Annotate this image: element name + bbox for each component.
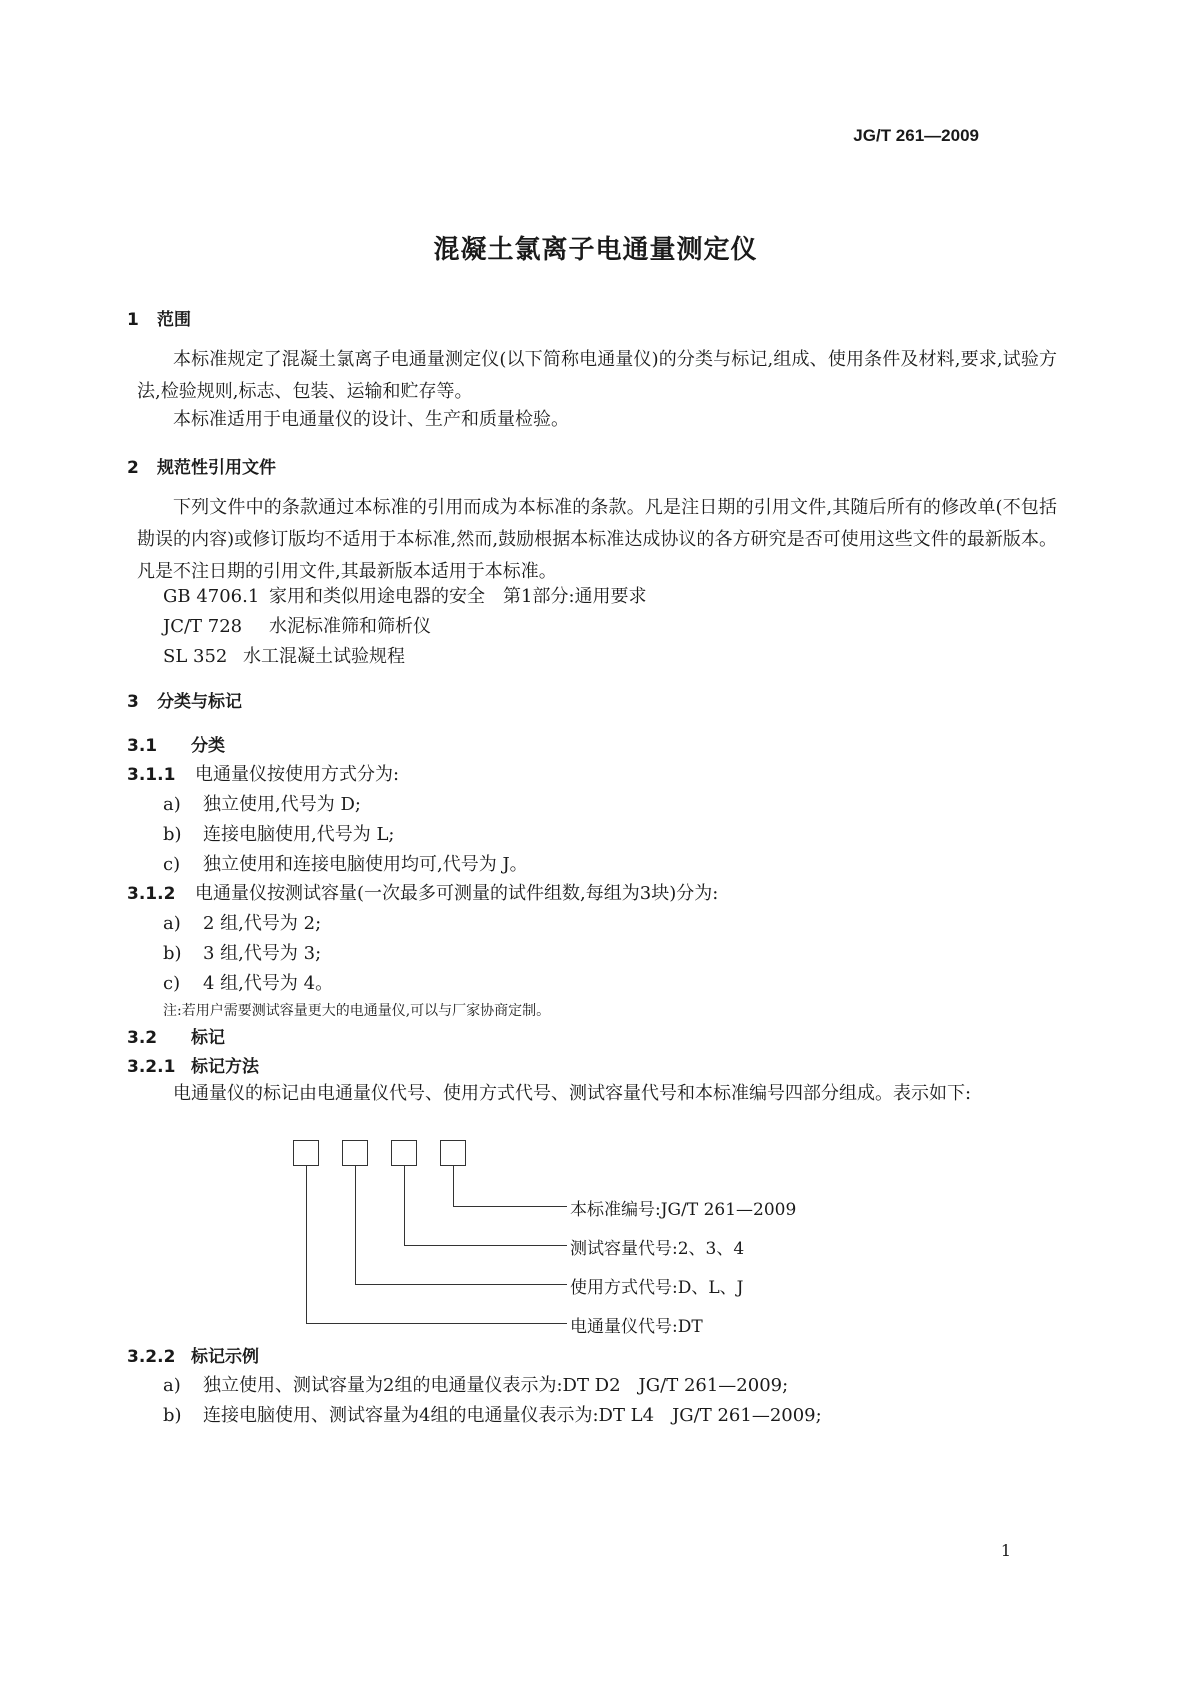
list-marker: b) — [163, 824, 182, 845]
list-item — [163, 969, 333, 995]
section-2-heading — [127, 453, 276, 478]
connector-line — [306, 1165, 307, 1324]
section-1-heading — [127, 305, 191, 330]
list-marker: a) — [163, 1375, 181, 1396]
code-box-1 — [293, 1140, 319, 1166]
reference-title: 水工混凝土试验规程 — [243, 646, 405, 667]
clause-number: 3.1.2 — [127, 884, 176, 904]
list-text: 独立使用,代号为 D; — [203, 794, 361, 815]
list-text: 2 组,代号为 2; — [203, 913, 322, 934]
reference-item — [163, 582, 647, 608]
list-marker: a) — [163, 913, 181, 934]
section-title: 标记方法 — [191, 1057, 259, 1077]
diagram-label-usage: 使用方式代号:D、L、J — [570, 1278, 744, 1298]
note: 注:若用户需要测试容量更大的电通量仪,可以与厂家协商定制。 — [163, 1003, 551, 1019]
document-title: 混凝土氯离子电通量测定仪 — [433, 235, 758, 265]
section-title: 分类与标记 — [157, 692, 242, 712]
example-item — [163, 1401, 822, 1427]
reference-code: GB 4706.1 — [163, 586, 260, 607]
list-text: 独立使用、测试容量为2组的电通量仪表示为:DT D2 JG/T 261—2009; — [203, 1375, 789, 1396]
reference-item — [163, 612, 431, 638]
code-box-2 — [342, 1140, 368, 1166]
connector-line — [404, 1165, 405, 1246]
list-text: 独立使用和连接电脑使用均可,代号为 J。 — [203, 854, 528, 875]
clause-3-1-2 — [127, 879, 718, 905]
section-1-paragraph-1: 本标准规定了混凝土氯离子电通量测定仪(以下简称电通量仪)的分类与标记,组成、使用条件及材料,要求,试验方法,检验规则,标志、包装、运输和贮存等。 — [137, 349, 1057, 402]
list-text: 4 组,代号为 4。 — [203, 973, 334, 994]
list-marker: a) — [163, 794, 181, 815]
marking-method-paragraph: 电通量仪的标记由电通量仪代号、使用方式代号、测试容量代号和本标准编号四部分组成。表示如下: — [173, 1083, 972, 1104]
section-1-paragraph-2: 本标准适用于电通量仪的设计、生产和质量检验。 — [173, 409, 569, 430]
section-title: 标记示例 — [191, 1347, 259, 1367]
list-marker: c) — [163, 973, 181, 994]
list-item — [163, 939, 321, 965]
diagram-label-standard: 本标准编号:JG/T 261—2009 — [570, 1200, 797, 1220]
list-marker: b) — [163, 1405, 182, 1426]
list-text: 3 组,代号为 3; — [203, 943, 322, 964]
section-3-heading — [127, 687, 242, 712]
section-3-2-heading — [127, 1023, 225, 1048]
clause-3-1-1 — [127, 760, 399, 786]
clause-number: 3.1.1 — [127, 765, 176, 785]
code-box-4 — [440, 1140, 466, 1166]
connector-line — [355, 1284, 567, 1285]
section-number: 2 — [127, 458, 139, 478]
section-number: 3.2.2 — [127, 1347, 176, 1367]
section-3-2-1-heading — [127, 1052, 259, 1077]
page-number: 1 — [1000, 1541, 1011, 1560]
connector-line — [404, 1245, 567, 1246]
list-item — [163, 790, 361, 816]
reference-item — [163, 642, 405, 668]
section-number: 3.2 — [127, 1028, 158, 1048]
list-text: 连接电脑使用、测试容量为4组的电通量仪表示为:DT L4 JG/T 261—2009; — [203, 1405, 822, 1426]
list-marker: c) — [163, 854, 181, 875]
connector-line — [453, 1165, 454, 1207]
clause-text: 电通量仪按测试容量(一次最多可测量的试件组数,每组为3块)分为: — [195, 883, 719, 904]
connector-line — [453, 1206, 567, 1207]
section-title: 标记 — [191, 1028, 225, 1048]
reference-title: 水泥标准筛和筛析仪 — [269, 616, 431, 637]
section-3-1-heading — [127, 731, 225, 756]
diagram-label-device: 电通量仪代号:DT — [570, 1317, 703, 1337]
section-title: 规范性引用文件 — [157, 458, 276, 478]
section-number: 1 — [127, 310, 139, 330]
list-item — [163, 909, 321, 935]
section-title: 范围 — [157, 310, 191, 330]
section-number: 3.1 — [127, 736, 158, 756]
section-title: 分类 — [191, 736, 225, 756]
reference-title: 家用和类似用途电器的安全 第1部分:通用要求 — [269, 586, 647, 607]
connector-line — [355, 1165, 356, 1285]
list-text: 连接电脑使用,代号为 L; — [203, 824, 395, 845]
section-number: 3 — [127, 692, 139, 712]
code-box-3 — [391, 1140, 417, 1166]
section-2-paragraph: 下列文件中的条款通过本标准的引用而成为本标准的条款。凡是注日期的引用文件,其随后所有的修改单(不包括勘误的内容)或修订版均不适用于本标准,然而,鼓励根据本标准达成协议的各方研究是否可使用这些文件的最新版本。凡是不注日期的引用文件,其最新版本适用于本标准。 — [137, 497, 1057, 582]
reference-code: SL 352 — [163, 646, 228, 667]
list-item — [163, 820, 394, 846]
list-item — [163, 850, 528, 876]
diagram-label-capacity: 测试容量代号:2、3、4 — [570, 1239, 745, 1259]
clause-text: 电通量仪按使用方式分为: — [195, 764, 400, 785]
section-3-2-2-heading — [127, 1342, 259, 1367]
standard-number: JG/T 261—2009 — [853, 126, 979, 145]
list-marker: b) — [163, 943, 182, 964]
section-number: 3.2.1 — [127, 1057, 176, 1077]
example-item — [163, 1371, 788, 1397]
connector-line — [306, 1323, 567, 1324]
reference-code: JC/T 728 — [163, 616, 243, 637]
